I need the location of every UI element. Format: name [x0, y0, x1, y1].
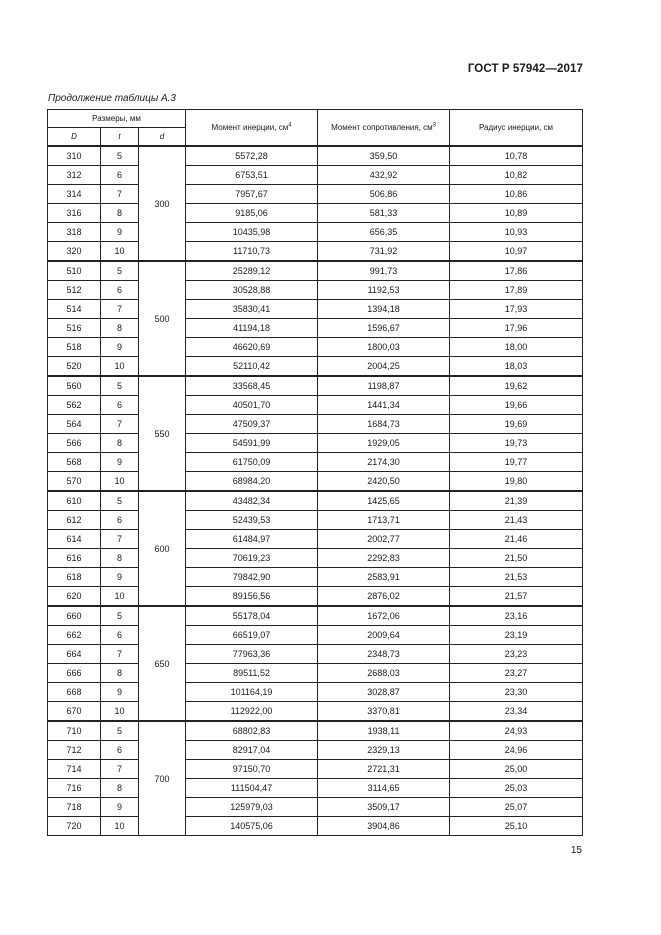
- cell-t: 8: [101, 664, 139, 683]
- cell-D: 310: [48, 146, 101, 166]
- cell-inertia: 33568,45: [186, 376, 318, 396]
- cell-inertia: 40501,70: [186, 396, 318, 415]
- table-row: [48, 185, 583, 204]
- cell-D: 516: [48, 319, 101, 338]
- table-row: [48, 453, 583, 472]
- cell-D: 670: [48, 702, 101, 722]
- cell-t: 10: [101, 242, 139, 262]
- cell-D: 714: [48, 760, 101, 779]
- cell-t: 8: [101, 549, 139, 568]
- cell-D: 712: [48, 741, 101, 760]
- cell-d: 600: [139, 491, 186, 606]
- cell-t: 7: [101, 760, 139, 779]
- table-row: [48, 357, 583, 377]
- cell-t: 9: [101, 568, 139, 587]
- cell-radius: 10,86: [450, 185, 583, 204]
- cell-t: 7: [101, 300, 139, 319]
- cell-inertia: 9185,06: [186, 204, 318, 223]
- cell-t: 10: [101, 702, 139, 722]
- cell-t: 10: [101, 472, 139, 492]
- table-row: [48, 760, 583, 779]
- cell-resistance: 731,92: [318, 242, 450, 262]
- cell-inertia: 140575,06: [186, 817, 318, 836]
- table-row: [48, 741, 583, 760]
- cell-inertia: 5572,28: [186, 146, 318, 166]
- table-row: [48, 606, 583, 626]
- cell-resistance: 2348,73: [318, 645, 450, 664]
- cell-resistance: 1425,65: [318, 491, 450, 511]
- cell-radius: 17,89: [450, 281, 583, 300]
- cell-radius: 21,43: [450, 511, 583, 530]
- page-number: 15: [570, 845, 582, 856]
- cell-D: 614: [48, 530, 101, 549]
- cell-radius: 19,77: [450, 453, 583, 472]
- cell-t: 6: [101, 281, 139, 300]
- cell-radius: 19,62: [450, 376, 583, 396]
- cell-resistance: 432,92: [318, 166, 450, 185]
- cell-resistance: 3028,87: [318, 683, 450, 702]
- table-row: [48, 223, 583, 242]
- cell-resistance: 506,86: [318, 185, 450, 204]
- cell-radius: 23,34: [450, 702, 583, 722]
- cell-resistance: 2002,77: [318, 530, 450, 549]
- cell-t: 5: [101, 261, 139, 281]
- table-row: [48, 568, 583, 587]
- cell-t: 5: [101, 146, 139, 166]
- cell-resistance: 991,73: [318, 261, 450, 281]
- cell-inertia: 112922,00: [186, 702, 318, 722]
- cell-resistance: 581,33: [318, 204, 450, 223]
- cell-D: 666: [48, 664, 101, 683]
- cell-radius: 17,86: [450, 261, 583, 281]
- cell-inertia: 43482,34: [186, 491, 318, 511]
- cell-D: 568: [48, 453, 101, 472]
- table-row: [48, 511, 583, 530]
- cell-D: 610: [48, 491, 101, 511]
- cell-resistance: 1929,05: [318, 434, 450, 453]
- cell-t: 7: [101, 645, 139, 664]
- header-D: D: [48, 128, 101, 147]
- cell-radius: 25,03: [450, 779, 583, 798]
- cell-t: 9: [101, 798, 139, 817]
- cell-radius: 21,46: [450, 530, 583, 549]
- table-row: [48, 396, 583, 415]
- table-row: [48, 204, 583, 223]
- cell-t: 10: [101, 357, 139, 377]
- cell-inertia: 125979,03: [186, 798, 318, 817]
- cell-resistance: 1441,34: [318, 396, 450, 415]
- table-row: [48, 817, 583, 836]
- cell-t: 7: [101, 185, 139, 204]
- cell-D: 618: [48, 568, 101, 587]
- cell-resistance: 1596,67: [318, 319, 450, 338]
- cell-D: 664: [48, 645, 101, 664]
- cell-inertia: 52110,42: [186, 357, 318, 377]
- cell-inertia: 54591,99: [186, 434, 318, 453]
- cell-radius: 18,00: [450, 338, 583, 357]
- cell-inertia: 101164,19: [186, 683, 318, 702]
- cell-resistance: 1684,73: [318, 415, 450, 434]
- cell-D: 566: [48, 434, 101, 453]
- table-row: [48, 338, 583, 357]
- cell-radius: 21,50: [450, 549, 583, 568]
- cell-t: 6: [101, 626, 139, 645]
- table-row: [48, 530, 583, 549]
- cell-inertia: 61484,97: [186, 530, 318, 549]
- standard-number: ГОСТ Р 57942—2017: [467, 63, 583, 75]
- cell-resistance: 2009,64: [318, 626, 450, 645]
- cell-d: 500: [139, 261, 186, 376]
- cell-inertia: 46620,69: [186, 338, 318, 357]
- cell-t: 10: [101, 587, 139, 607]
- cell-d: 550: [139, 376, 186, 491]
- cell-D: 314: [48, 185, 101, 204]
- cell-d: 300: [139, 146, 186, 261]
- header-t: t: [101, 128, 139, 147]
- cell-inertia: 77963,36: [186, 645, 318, 664]
- cell-radius: 21,57: [450, 587, 583, 607]
- cell-D: 710: [48, 721, 101, 741]
- cell-D: 668: [48, 683, 101, 702]
- cell-resistance: 1198,87: [318, 376, 450, 396]
- cell-resistance: 3904,86: [318, 817, 450, 836]
- table-row: [48, 242, 583, 262]
- table-row: [48, 472, 583, 492]
- cell-t: 6: [101, 511, 139, 530]
- cell-resistance: 2004,25: [318, 357, 450, 377]
- radius-header: Радиус инерции, см: [450, 110, 583, 147]
- cell-resistance: 2174,30: [318, 453, 450, 472]
- cell-t: 8: [101, 779, 139, 798]
- cell-inertia: 66519,07: [186, 626, 318, 645]
- cell-t: 6: [101, 741, 139, 760]
- cell-resistance: 2583,91: [318, 568, 450, 587]
- cell-t: 6: [101, 166, 139, 185]
- cell-D: 612: [48, 511, 101, 530]
- cell-t: 5: [101, 606, 139, 626]
- data-table: [47, 109, 583, 836]
- cell-D: 562: [48, 396, 101, 415]
- cell-radius: 10,93: [450, 223, 583, 242]
- cell-inertia: 10435,98: [186, 223, 318, 242]
- cell-t: 6: [101, 396, 139, 415]
- cell-radius: 19,80: [450, 472, 583, 492]
- cell-radius: 10,78: [450, 146, 583, 166]
- cell-D: 716: [48, 779, 101, 798]
- cell-radius: 10,97: [450, 242, 583, 262]
- cell-D: 518: [48, 338, 101, 357]
- cell-resistance: 1713,71: [318, 511, 450, 530]
- cell-radius: 25,00: [450, 760, 583, 779]
- cell-D: 662: [48, 626, 101, 645]
- table-row: [48, 587, 583, 607]
- cell-radius: 10,89: [450, 204, 583, 223]
- cell-radius: 23,23: [450, 645, 583, 664]
- cell-t: 9: [101, 683, 139, 702]
- cell-radius: 24,93: [450, 721, 583, 741]
- cell-radius: 25,07: [450, 798, 583, 817]
- cell-D: 570: [48, 472, 101, 492]
- cell-inertia: 25289,12: [186, 261, 318, 281]
- cell-t: 5: [101, 491, 139, 511]
- cell-D: 620: [48, 587, 101, 607]
- cell-radius: 23,16: [450, 606, 583, 626]
- cell-t: 8: [101, 434, 139, 453]
- cell-D: 514: [48, 300, 101, 319]
- cell-d: 650: [139, 606, 186, 721]
- cell-inertia: 82917,04: [186, 741, 318, 760]
- cell-radius: 19,66: [450, 396, 583, 415]
- cell-radius: 24,96: [450, 741, 583, 760]
- cell-D: 720: [48, 817, 101, 836]
- cell-t: 7: [101, 530, 139, 549]
- cell-t: 5: [101, 721, 139, 741]
- table-row: [48, 798, 583, 817]
- cell-inertia: 61750,09: [186, 453, 318, 472]
- cell-resistance: 2688,03: [318, 664, 450, 683]
- table-row: [48, 549, 583, 568]
- table-row: [48, 166, 583, 185]
- cell-radius: 25,10: [450, 817, 583, 836]
- cell-radius: 21,53: [450, 568, 583, 587]
- cell-radius: 17,93: [450, 300, 583, 319]
- table-row: [48, 721, 583, 741]
- cell-t: 9: [101, 338, 139, 357]
- cell-resistance: 2292,83: [318, 549, 450, 568]
- cell-inertia: 35830,41: [186, 300, 318, 319]
- table-row: [48, 491, 583, 511]
- cell-inertia: 111504,47: [186, 779, 318, 798]
- cell-D: 316: [48, 204, 101, 223]
- cell-t: 10: [101, 817, 139, 836]
- cell-D: 520: [48, 357, 101, 377]
- table-row: [48, 645, 583, 664]
- table-row: [48, 779, 583, 798]
- table-row: [48, 434, 583, 453]
- cell-t: 8: [101, 204, 139, 223]
- table-row: [48, 626, 583, 645]
- cell-D: 660: [48, 606, 101, 626]
- cell-inertia: 79842,90: [186, 568, 318, 587]
- cell-radius: 18,03: [450, 357, 583, 377]
- table-row: [48, 376, 583, 396]
- cell-t: 7: [101, 415, 139, 434]
- cell-D: 510: [48, 261, 101, 281]
- cell-D: 560: [48, 376, 101, 396]
- cell-D: 318: [48, 223, 101, 242]
- table-row: [48, 146, 583, 166]
- inertia-header: Момент инерции, $см^4$: [186, 110, 318, 147]
- cell-radius: 19,73: [450, 434, 583, 453]
- cell-resistance: 1800,03: [318, 338, 450, 357]
- table-row: [48, 319, 583, 338]
- cell-inertia: 7957,67: [186, 185, 318, 204]
- cell-resistance: 2420,50: [318, 472, 450, 492]
- cell-radius: 17,96: [450, 319, 583, 338]
- cell-inertia: 68984,20: [186, 472, 318, 492]
- cell-D: 320: [48, 242, 101, 262]
- cell-resistance: 1394,18: [318, 300, 450, 319]
- cell-resistance: 2329,13: [318, 741, 450, 760]
- resistance-header: Момент сопротивления, $см^3$: [318, 110, 450, 147]
- cell-resistance: 3370,81: [318, 702, 450, 722]
- table-caption: Продолжение таблицы А.3: [48, 93, 176, 104]
- cell-D: 718: [48, 798, 101, 817]
- cell-inertia: 11710,73: [186, 242, 318, 262]
- table-row: [48, 415, 583, 434]
- cell-radius: 19,69: [450, 415, 583, 434]
- table-row: [48, 702, 583, 722]
- cell-resistance: 3509,17: [318, 798, 450, 817]
- cell-t: 5: [101, 376, 139, 396]
- cell-resistance: 2876,02: [318, 587, 450, 607]
- table-row: [48, 683, 583, 702]
- cell-resistance: 1192,53: [318, 281, 450, 300]
- cell-t: 8: [101, 319, 139, 338]
- cell-inertia: 70619,23: [186, 549, 318, 568]
- cell-resistance: 1672,06: [318, 606, 450, 626]
- cell-radius: 21,39: [450, 491, 583, 511]
- cell-t: 9: [101, 223, 139, 242]
- cell-inertia: 55178,04: [186, 606, 318, 626]
- cell-radius: 23,19: [450, 626, 583, 645]
- cell-inertia: 47509,37: [186, 415, 318, 434]
- table-row: [48, 664, 583, 683]
- cell-radius: 23,30: [450, 683, 583, 702]
- cell-inertia: 6753,51: [186, 166, 318, 185]
- cell-D: 564: [48, 415, 101, 434]
- cell-resistance: 656,35: [318, 223, 450, 242]
- cell-inertia: 68802,83: [186, 721, 318, 741]
- cell-resistance: 2721,31: [318, 760, 450, 779]
- cell-inertia: 41194,18: [186, 319, 318, 338]
- cell-resistance: 1938,11: [318, 721, 450, 741]
- cell-D: 312: [48, 166, 101, 185]
- cell-d: 700: [139, 721, 186, 836]
- cell-inertia: 89156,56: [186, 587, 318, 607]
- cell-D: 616: [48, 549, 101, 568]
- cell-radius: 23,27: [450, 664, 583, 683]
- cell-inertia: 52439,53: [186, 511, 318, 530]
- table-row: [48, 300, 583, 319]
- table-row: [48, 281, 583, 300]
- cell-inertia: 89511,52: [186, 664, 318, 683]
- cell-D: 512: [48, 281, 101, 300]
- cell-inertia: 97150,70: [186, 760, 318, 779]
- header-d: d: [139, 128, 186, 147]
- cell-resistance: 3114,65: [318, 779, 450, 798]
- cell-resistance: 359,50: [318, 146, 450, 166]
- cell-radius: 10,82: [450, 166, 583, 185]
- dimensions-header: Размеры, мм: [48, 110, 186, 128]
- table-row: [48, 261, 583, 281]
- cell-t: 9: [101, 453, 139, 472]
- cell-inertia: 30528,88: [186, 281, 318, 300]
